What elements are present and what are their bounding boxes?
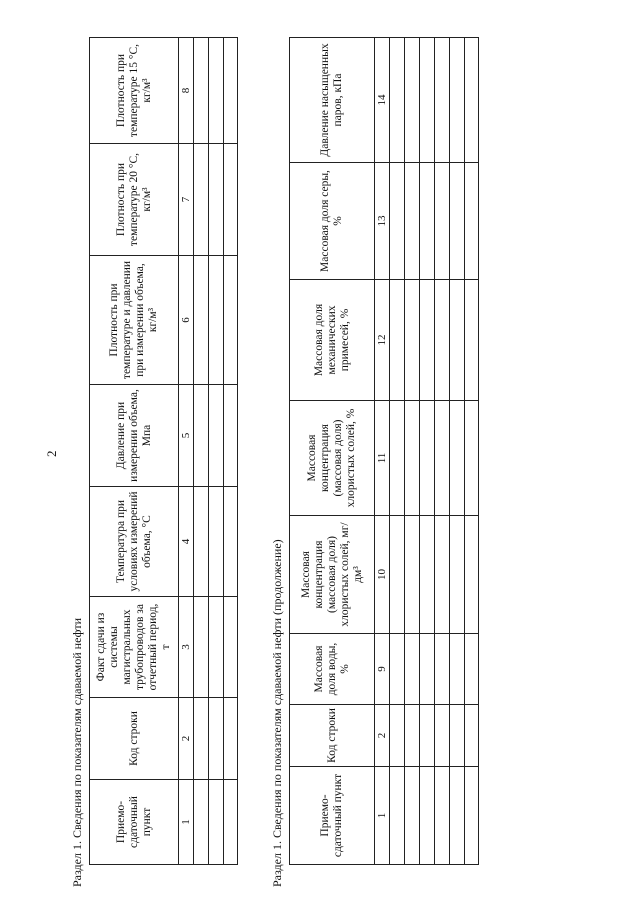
header-cell: Код строки (90, 698, 179, 780)
empty-cell[interactable] (224, 38, 238, 144)
header-cell: Давление при измерении объема, Мпа (90, 385, 179, 487)
empty-cell[interactable] (194, 385, 209, 487)
column-number: 2 (375, 705, 390, 767)
column-number: 4 (179, 487, 194, 597)
column-number: 7 (179, 144, 194, 256)
empty-cell[interactable] (435, 280, 450, 401)
column-number: 6 (179, 256, 194, 385)
empty-cell[interactable] (465, 767, 479, 865)
empty-cell[interactable] (209, 144, 224, 256)
column-number: 1 (375, 767, 390, 865)
empty-cell[interactable] (390, 705, 405, 767)
empty-cell[interactable] (450, 38, 465, 163)
empty-cell[interactable] (450, 516, 465, 634)
empty-cell[interactable] (435, 767, 450, 865)
empty-cell[interactable] (405, 705, 420, 767)
column-number: 13 (375, 163, 390, 280)
empty-cell[interactable] (450, 634, 465, 705)
empty-cell[interactable] (224, 385, 238, 487)
empty-row (450, 38, 465, 865)
header-cell: Давление насыщенных паров, кПа (290, 38, 375, 163)
empty-row (405, 38, 420, 865)
empty-cell[interactable] (224, 487, 238, 597)
empty-cell[interactable] (450, 163, 465, 280)
empty-cell[interactable] (420, 516, 435, 634)
empty-cell[interactable] (450, 280, 465, 401)
empty-cell[interactable] (224, 597, 238, 698)
empty-cell[interactable] (194, 698, 209, 780)
empty-cell[interactable] (465, 38, 479, 163)
column-number: 12 (375, 280, 390, 401)
empty-cell[interactable] (224, 698, 238, 780)
empty-cell[interactable] (209, 780, 224, 865)
empty-cell[interactable] (465, 401, 479, 516)
empty-cell[interactable] (420, 767, 435, 865)
empty-cell[interactable] (194, 597, 209, 698)
column-number: 3 (179, 597, 194, 698)
empty-cell[interactable] (390, 401, 405, 516)
empty-cell[interactable] (420, 163, 435, 280)
empty-cell[interactable] (390, 634, 405, 705)
empty-cell[interactable] (209, 385, 224, 487)
header-cell: Факт сдачи из системы магистральных трубопроводов за отчетный период, т (90, 597, 179, 698)
column-number: 8 (179, 38, 194, 144)
empty-cell[interactable] (435, 163, 450, 280)
header-cell: Плотность при температуре и давлении при измерении объема, кг/м³ (90, 256, 179, 385)
empty-cell[interactable] (435, 634, 450, 705)
empty-cell[interactable] (194, 144, 209, 256)
empty-cell[interactable] (209, 256, 224, 385)
empty-cell[interactable] (209, 38, 224, 144)
page-number: 2 (44, 450, 59, 457)
empty-cell[interactable] (390, 38, 405, 163)
empty-cell[interactable] (405, 280, 420, 401)
empty-cell[interactable] (209, 698, 224, 780)
header-cell: Приемо-сдаточный пункт (290, 767, 375, 865)
empty-row (390, 38, 405, 865)
empty-cell[interactable] (450, 401, 465, 516)
empty-cell[interactable] (390, 767, 405, 865)
section1-table (89, 37, 238, 865)
column-number: 9 (375, 634, 390, 705)
empty-cell[interactable] (435, 516, 450, 634)
header-cell: Код строки (290, 705, 375, 767)
column-number-row (179, 38, 194, 865)
empty-row (465, 38, 479, 865)
header-cell: Массовая доля серы, % (290, 163, 375, 280)
empty-cell[interactable] (420, 280, 435, 401)
empty-cell[interactable] (420, 38, 435, 163)
empty-row (209, 38, 224, 865)
empty-cell[interactable] (435, 705, 450, 767)
empty-cell[interactable] (405, 163, 420, 280)
header-row (290, 38, 375, 865)
column-number: 14 (375, 38, 390, 163)
column-number: 2 (179, 698, 194, 780)
column-number: 10 (375, 516, 390, 634)
section2-title: Раздел 1. Сведения по показателям сдаваемой нефти (продолжение) (270, 539, 284, 887)
empty-cell[interactable] (194, 256, 209, 385)
section1-title: Раздел 1. Сведения по показателям сдаваемой нефти (70, 617, 84, 887)
column-number: 1 (179, 780, 194, 865)
empty-cell[interactable] (435, 401, 450, 516)
empty-cell[interactable] (420, 705, 435, 767)
header-cell: Массовая концентрация (массовая доля) хлористых солей, мг/дм³ (290, 516, 375, 634)
header-cell: Температура при условиях измерений объема, °С (90, 487, 179, 597)
empty-cell[interactable] (224, 144, 238, 256)
empty-row (224, 38, 238, 865)
empty-row (435, 38, 450, 865)
header-cell: Плотность при температуре 15 °С, кг/м³ (90, 38, 179, 144)
empty-cell[interactable] (450, 705, 465, 767)
empty-cell[interactable] (405, 634, 420, 705)
header-row (90, 38, 179, 865)
header-cell: Массовая концентрация (массовая доля) хлористых солей, % (290, 401, 375, 516)
empty-cell[interactable] (420, 634, 435, 705)
empty-cell[interactable] (194, 780, 209, 865)
empty-cell[interactable] (390, 280, 405, 401)
empty-cell[interactable] (465, 163, 479, 280)
empty-row (420, 38, 435, 865)
header-cell: Плотность при температуре 20 °С, кг/м³ (90, 144, 179, 256)
column-number-row (375, 38, 390, 865)
empty-cell[interactable] (194, 38, 209, 144)
empty-cell[interactable] (465, 280, 479, 401)
header-cell: Массовая доля воды, % (290, 634, 375, 705)
empty-cell[interactable] (209, 487, 224, 597)
empty-cell[interactable] (390, 163, 405, 280)
section2-table (289, 37, 479, 865)
empty-cell[interactable] (224, 780, 238, 865)
header-cell: Массовая доля механических примесей, % (290, 280, 375, 401)
empty-cell[interactable] (224, 256, 238, 385)
empty-cell[interactable] (435, 38, 450, 163)
empty-cell[interactable] (450, 767, 465, 865)
column-number: 5 (179, 385, 194, 487)
empty-cell[interactable] (405, 401, 420, 516)
empty-row (194, 38, 209, 865)
empty-cell[interactable] (405, 767, 420, 865)
empty-cell[interactable] (405, 516, 420, 634)
empty-cell[interactable] (405, 38, 420, 163)
empty-cell[interactable] (209, 597, 224, 698)
empty-cell[interactable] (390, 516, 405, 634)
empty-cell[interactable] (465, 516, 479, 634)
empty-cell[interactable] (465, 634, 479, 705)
empty-cell[interactable] (420, 401, 435, 516)
column-number: 11 (375, 401, 390, 516)
empty-cell[interactable] (194, 487, 209, 597)
header-cell: Приемо-сдаточный пункт (90, 780, 179, 865)
empty-cell[interactable] (465, 705, 479, 767)
